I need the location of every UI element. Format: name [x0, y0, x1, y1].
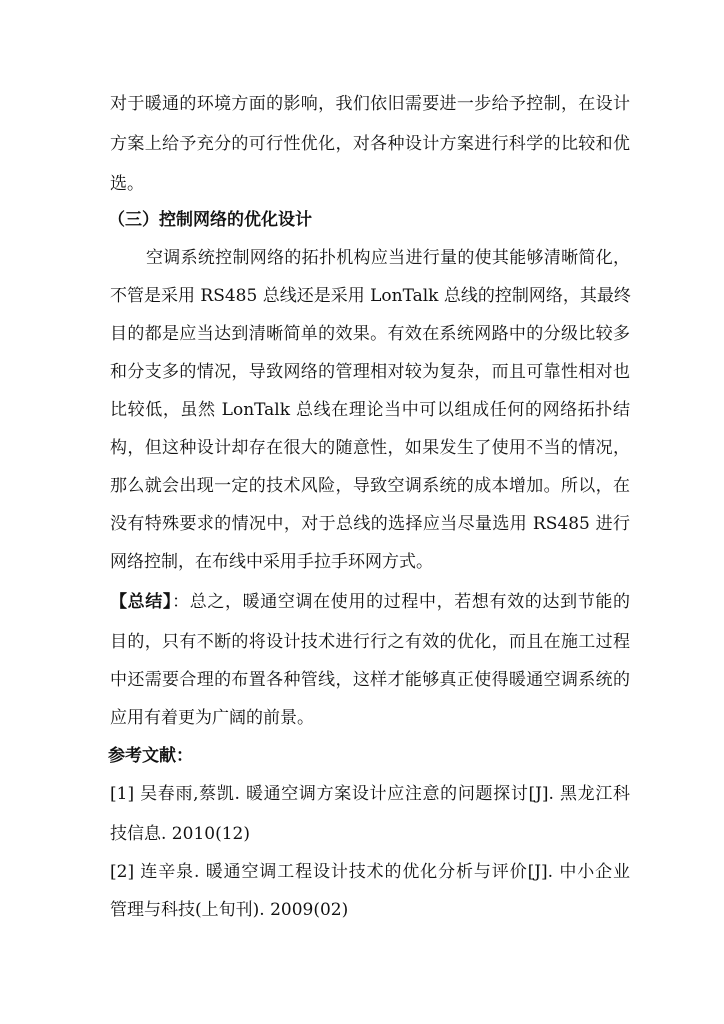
- section3-line: 没有特殊要求的情况中，对于总线的选择应当尽量选用 RS485 进行: [110, 514, 630, 534]
- section3-line: 空调系统控制网络的拓扑机构应当进行量的使其能够清晰简化，: [146, 248, 630, 268]
- references-heading: 参考文献：: [108, 746, 193, 766]
- section-heading: （三）控制网络的优化设计: [108, 210, 312, 230]
- summary-line: 目的，只有不断的将设计技术进行行之有效的优化，而且在施工过程: [110, 632, 630, 652]
- paragraph1-line: 对于暖通的环境方面的影响，我们依旧需要进一步给予控制，在设计: [110, 94, 630, 114]
- reference-line: 技信息. 2010(12): [110, 824, 250, 844]
- section3-line: 和分支多的情况，导致网络的管理相对较为复杂，而且可靠性相对也: [110, 362, 630, 382]
- paragraph1-line: 方案上给予充分的可行性优化，对各种设计方案进行科学的比较和优: [110, 134, 630, 154]
- summary-label: 【总结】: [110, 592, 173, 612]
- section3-line: 目的都是应当达到清晰简单的效果。有效在系统网路中的分级比较多: [110, 324, 630, 344]
- summary-first-line: [110, 590, 630, 614]
- summary-text: ：总之，暖通空调在使用的过程中，若想有效的达到节能的: [172, 592, 631, 612]
- reference-line: [2] 连辛泉. 暖通空调工程设计技术的优化分析与评价[J]. 中小企业: [110, 862, 630, 882]
- section3-line: 构，但这种设计却存在很大的随意性，如果发生了使用不当的情况，: [110, 438, 630, 458]
- section3-line: 比较低，虽然 LonTalk 总线在理论当中可以组成任何的网络拓扑结: [110, 400, 630, 420]
- section3-line: 那么就会出现一定的技术风险，导致空调系统的成本增加。所以，在: [110, 476, 630, 496]
- reference-line: 管理与科技(上旬刊). 2009(02): [110, 900, 349, 920]
- section3-line: 网络控制，在布线中采用手拉手环网方式。: [110, 552, 433, 572]
- summary-line: 应用有着更为广阔的前景。: [110, 708, 314, 728]
- section3-line: 不管是采用 RS485 总线还是采用 LonTalk 总线的控制网络，其最终: [110, 286, 631, 306]
- reference-line: [1] 吴春雨,蔡凯. 暖通空调方案设计应注意的问题探讨[J]. 黑龙江科: [110, 784, 630, 804]
- paragraph1-line: 选。: [110, 174, 144, 194]
- summary-line: 中还需要合理的布置各种管线，这样才能够真正使得暖通空调系统的: [110, 670, 630, 690]
